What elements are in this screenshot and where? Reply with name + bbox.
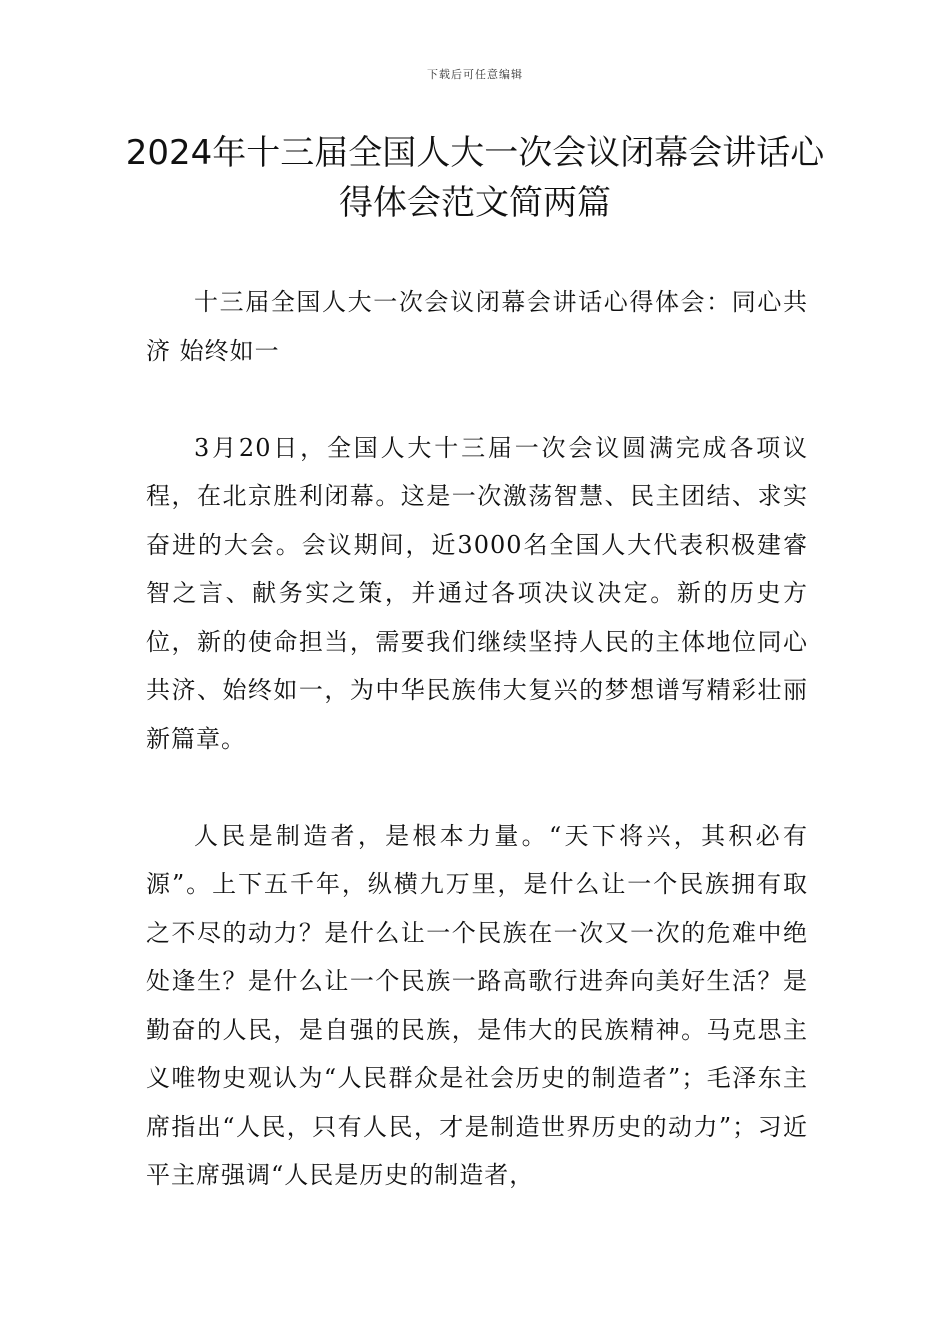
document-title: 2024年十三届全国人大一次会议闭幕会讲话心得体会范文简两篇 xyxy=(125,133,825,223)
paragraph-people-creators: 人民是制造者，是根本力量。“天下将兴，其积必有源”。上下五千年，纵横九万里，是什么让一个民族拥有取之不尽的动力？是什么让一个民族在一次又一次的危难中绝处逢生？是什么让一个民族一路高歌行进奔向美好生活？是勤奋的人民，是自强的民族，是伟大的民族精神。马克思主义唯物史观认为“人民群众是社会历史的制造者”；毛泽东主席指出“人民，只有人民，才是制造世界历史的动力”；习近平主席强调“人民是历史的制造者， xyxy=(146,821,808,1189)
paragraph-meeting-summary: 3月20日，全国人大十三届一次会议圆满完成各项议程，在北京胜利闭幕。这是一次激荡智慧、民主团结、求实奋进的大会。会议期间，近3000名全国人大代表积极建睿智之言、献务实之策，并通过各项决议决定。新的历史方位，新的使命担当，需要我们继续坚持人民的主体地位同心共济、始终如一，为中华民族伟大复兴的梦想谱写精彩壮丽新篇章。 xyxy=(146,433,808,753)
header-note: 下载后可任意编辑 xyxy=(427,68,523,81)
document-body xyxy=(146,278,808,1200)
paragraph-subtitle: 十三届全国人大一次会议闭幕会讲话心得体会：同心共济 始终如一 xyxy=(146,288,808,365)
